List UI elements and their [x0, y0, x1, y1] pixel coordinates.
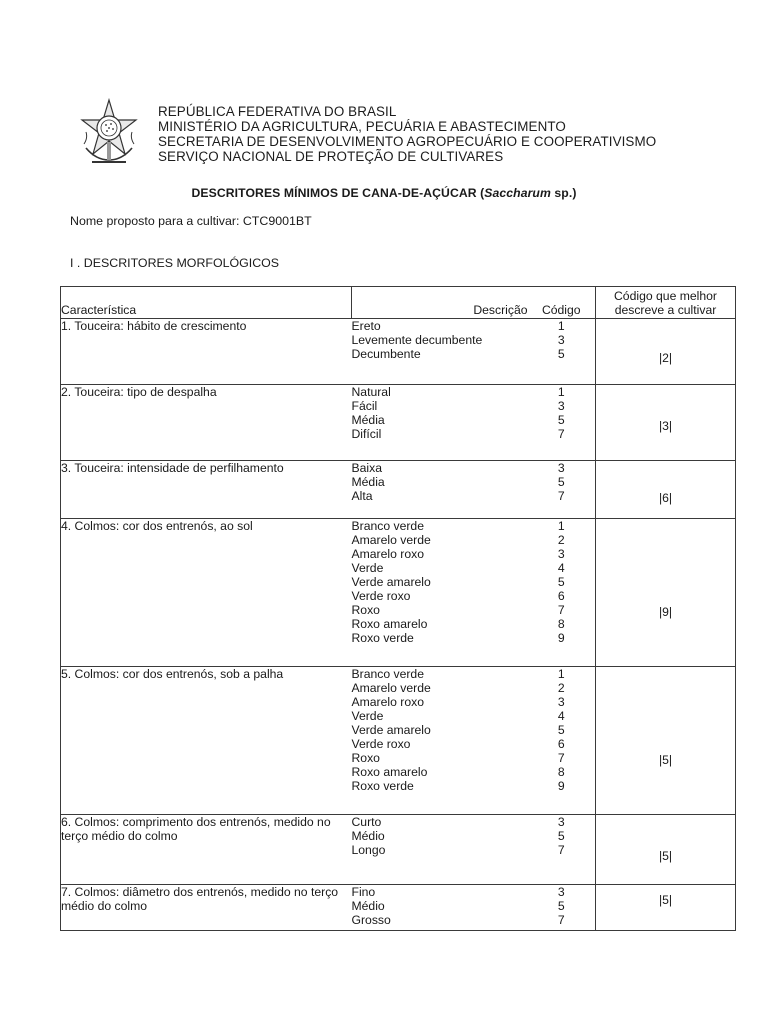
code-value: 8	[557, 617, 565, 631]
code-value: 1	[557, 385, 565, 399]
code-value: 9	[557, 779, 565, 793]
description-cell	[352, 815, 528, 885]
best-code-value: |3|	[658, 419, 673, 433]
best-code-cell	[596, 885, 736, 931]
description-cell	[352, 319, 528, 385]
code-value: 5	[557, 413, 565, 427]
characteristic-label: 3. Touceira: intensidade de perfilhamento	[61, 461, 284, 475]
code-value: 3	[557, 885, 565, 899]
description-cell	[352, 385, 528, 461]
description-option: Baixa	[351, 461, 382, 475]
description-option: Verde	[351, 709, 384, 723]
code-cell	[528, 885, 596, 931]
description-option: Fácil	[351, 399, 378, 413]
code-value: 3	[557, 815, 565, 829]
header-caracteristica: Característica	[61, 287, 352, 319]
description-option: Roxo	[351, 603, 380, 617]
characteristic-cell	[61, 667, 352, 815]
code-value: 1	[557, 667, 565, 681]
title-suffix: sp.)	[550, 186, 577, 200]
description-option: Amarelo roxo	[351, 695, 424, 709]
description-option: Verde roxo	[351, 737, 411, 751]
code-value: 3	[557, 695, 565, 709]
code-value: 6	[557, 589, 565, 603]
table-row	[61, 385, 736, 461]
best-code-value: |6|	[658, 491, 673, 505]
header-melhor-line1: Código que melhor	[614, 289, 717, 303]
header-line: SECRETARIA DE DESENVOLVIMENTO AGROPECUÁRIO E COOPERATIVISMO	[158, 134, 657, 149]
code-cell	[528, 519, 596, 667]
code-value: 3	[557, 461, 565, 475]
description-option: Amarelo verde	[351, 533, 431, 547]
code-value: 2	[557, 681, 565, 695]
best-code-value: |5|	[658, 893, 673, 907]
code-value: 3	[557, 399, 565, 413]
code-value: 3	[557, 547, 565, 561]
characteristic-cell	[61, 519, 352, 667]
table-row	[61, 667, 736, 815]
code-value: 7	[557, 913, 565, 927]
description-option: Roxo amarelo	[351, 617, 428, 631]
table-row	[61, 885, 736, 931]
characteristic-cell	[61, 885, 352, 931]
description-option: Grosso	[351, 913, 391, 927]
code-value: 9	[557, 631, 565, 645]
code-value: 1	[557, 319, 565, 333]
description-option: Roxo	[351, 751, 380, 765]
code-value: 5	[557, 899, 565, 913]
description-option: Ereto	[351, 319, 381, 333]
code-value: 2	[557, 533, 565, 547]
description-option: Branco verde	[351, 667, 424, 681]
code-value: 5	[557, 475, 565, 489]
code-cell	[528, 461, 596, 519]
document-title	[0, 186, 768, 200]
code-value: 7	[557, 843, 565, 857]
header-codigo-melhor	[596, 287, 736, 319]
description-option: Curto	[351, 815, 382, 829]
description-cell	[352, 885, 528, 931]
code-value: 4	[557, 709, 565, 723]
characteristic-label: 4. Colmos: cor dos entrenós, ao sol	[61, 519, 253, 533]
description-option: Difícil	[351, 427, 382, 441]
code-value: 5	[557, 829, 565, 843]
description-option: Natural	[351, 385, 391, 399]
description-option: Alta	[351, 489, 373, 503]
description-option: Roxo verde	[351, 631, 414, 645]
table-row	[61, 815, 736, 885]
best-code-cell	[596, 519, 736, 667]
header-descricao: Descrição	[352, 287, 528, 319]
best-code-cell	[596, 667, 736, 815]
characteristic-label: 7. Colmos: diâmetro dos entrenós, medido no terço médio do colmo	[61, 885, 339, 913]
cultivar-name: Nome proposto para a cultivar: CTC9001BT	[70, 214, 312, 228]
best-code-cell	[596, 385, 736, 461]
title-species: Saccharum	[484, 186, 551, 200]
code-value: 8	[557, 765, 565, 779]
characteristic-cell	[61, 461, 352, 519]
code-value: 7	[557, 489, 565, 503]
description-option: Verde amarelo	[351, 575, 431, 589]
code-value: 3	[557, 333, 565, 347]
header-line: MINISTÉRIO DA AGRICULTURA, PECUÁRIA E ABASTECIMENTO	[158, 119, 566, 134]
best-code-value: |5|	[658, 849, 673, 863]
code-cell	[528, 319, 596, 385]
descriptors-table	[60, 286, 736, 931]
header-line: REPÚBLICA FEDERATIVA DO BRASIL	[158, 104, 397, 119]
best-code-value: |2|	[658, 351, 673, 365]
header-codigo: Código	[528, 287, 596, 319]
code-value: 1	[557, 519, 565, 533]
description-option: Amarelo roxo	[351, 547, 424, 561]
description-option: Fino	[351, 885, 376, 899]
description-cell	[352, 461, 528, 519]
characteristic-label: 6. Colmos: comprimento dos entrenós, medido no terço médio do colmo	[61, 815, 331, 843]
description-option: Branco verde	[351, 519, 424, 533]
description-cell	[352, 519, 528, 667]
table-row	[61, 519, 736, 667]
section-title: I . DESCRITORES MORFOLÓGICOS	[70, 256, 280, 270]
description-option: Média	[351, 413, 385, 427]
code-value: 5	[557, 723, 565, 737]
characteristic-cell	[61, 815, 352, 885]
best-code-cell	[596, 815, 736, 885]
description-option: Decumbente	[351, 347, 421, 361]
table-header-row	[61, 287, 736, 319]
description-option: Longo	[351, 843, 386, 857]
code-value: 4	[557, 561, 565, 575]
header-melhor-line2: descreve a cultivar	[614, 303, 717, 317]
table-row	[61, 461, 736, 519]
best-code-value: |5|	[658, 753, 673, 767]
code-cell	[528, 815, 596, 885]
characteristic-label: 5. Colmos: cor dos entrenós, sob a palha	[61, 667, 284, 681]
code-value: 7	[557, 603, 565, 617]
best-code-cell	[596, 319, 736, 385]
best-code-value: |9|	[658, 605, 673, 619]
table-row	[61, 319, 736, 385]
description-option: Médio	[351, 899, 385, 913]
description-option: Média	[351, 475, 385, 489]
code-value: 7	[557, 427, 565, 441]
description-option: Levemente decumbente	[351, 333, 483, 347]
characteristic-label: 1. Touceira: hábito de crescimento	[61, 319, 247, 333]
code-value: 7	[557, 751, 565, 765]
characteristic-cell	[61, 385, 352, 461]
best-code-cell	[596, 461, 736, 519]
characteristic-label: 2. Touceira: tipo de despalha	[61, 385, 217, 399]
description-option: Verde roxo	[351, 589, 411, 603]
code-cell	[528, 667, 596, 815]
header-line: SERVIÇO NACIONAL DE PROTEÇÃO DE CULTIVARES	[158, 149, 504, 164]
code-value: 6	[557, 737, 565, 751]
description-option: Verde amarelo	[351, 723, 431, 737]
description-option: Amarelo verde	[351, 681, 431, 695]
issuer-header	[158, 104, 656, 164]
description-option: Roxo verde	[351, 779, 414, 793]
code-value: 5	[557, 575, 565, 589]
code-value: 5	[557, 347, 565, 361]
description-option: Médio	[351, 829, 385, 843]
description-option: Verde	[351, 561, 384, 575]
code-cell	[528, 385, 596, 461]
description-cell	[352, 667, 528, 815]
description-option: Roxo amarelo	[351, 765, 428, 779]
brazil-coat-of-arms-icon	[78, 98, 140, 166]
characteristic-cell	[61, 319, 352, 385]
title-prefix: DESCRITORES MÍNIMOS DE CANA-DE-AÇÚCAR (	[191, 186, 485, 200]
